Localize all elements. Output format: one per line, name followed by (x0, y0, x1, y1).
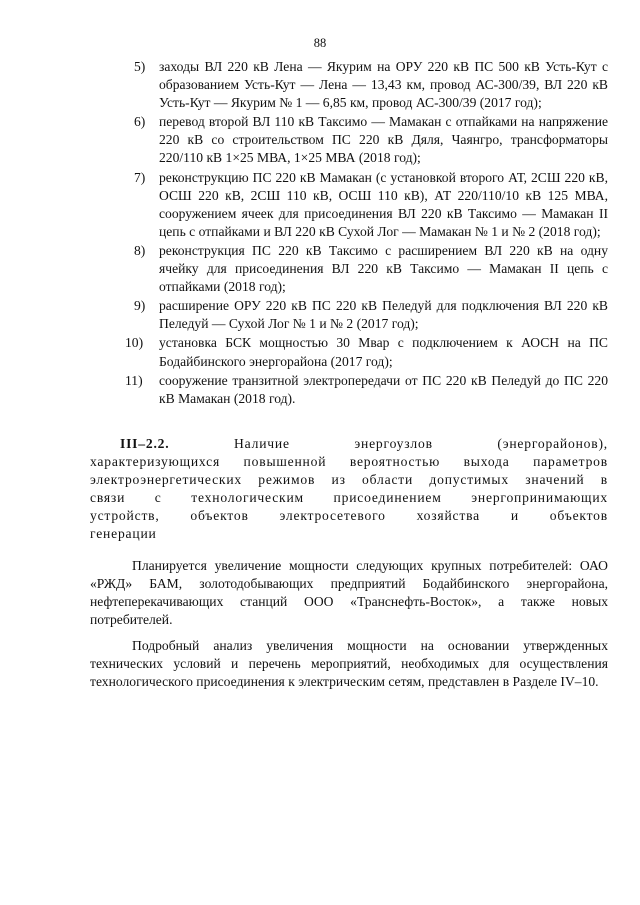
list-item-number: 5) (134, 59, 146, 74)
list-item (134, 113, 608, 167)
list-item-number: 11) (125, 372, 143, 388)
section-heading-line (90, 435, 608, 453)
section-heading-line: устройств, объектов электросетевого хозяйства и объектов (90, 508, 608, 523)
list-item (125, 372, 608, 408)
section-number: III–2.2. (120, 436, 170, 451)
section-heading-text: Наличие энергоузлов (энергорайонов), (234, 436, 608, 451)
list-item-number: 10) (125, 335, 144, 351)
list-item-number: 6) (134, 114, 146, 130)
section-heading-line: характеризующихся повышенной вероятностью выхода параметров (90, 454, 608, 469)
list-item (134, 169, 608, 241)
section-heading-line: генерации (90, 526, 157, 541)
list-item-number: 9) (134, 298, 146, 314)
list-item-text: расширение ОРУ 220 кВ ПС 220 кВ Пеледуй для подключения ВЛ 220 кВ Пеледуй — Сухой Лог № 1 и № 2 (2017 год); (159, 298, 608, 332)
list-item-number: 7) (134, 169, 146, 185)
list-item (134, 297, 608, 333)
page-number: 88 (313, 36, 327, 50)
list-item (134, 242, 608, 296)
list-item-text: реконструкция ПС 220 кВ Таксимо с расширением ВЛ 220 кВ на одну ячейку для присоединения ВЛ 220 кВ Таксимо — Мамакан II цепь с отпайками (2018 год); (159, 242, 608, 295)
list-item-number: 8) (134, 242, 146, 258)
list-item (125, 334, 608, 370)
section-heading-line: электроэнергетических режимов из области допустимых значений в (90, 472, 608, 487)
section-iii-2-2 (90, 435, 608, 691)
measures-list (125, 58, 608, 409)
section-heading-line: связи с технологическим присоединением энергопринимающих (90, 490, 608, 505)
list-item-text: перевод второй ВЛ 110 кВ Таксимо — Мамакан с отпайками на напряжение 220 кВ со строительством ПС 220 кВ Дяля, Чаянгро, трансформаторы 220/110 кВ 1×25 МВА, 1×25 МВА (2018 год); (159, 114, 608, 166)
list-item-text: установка БСК мощностью 30 Мвар с подключением к АОСН на ПС Бодайбинского энергорайона (2017 год); (159, 335, 608, 369)
body-paragraph: Планируется увеличение мощности следующих крупных потребителей: ОАО «РЖД» БАМ, золотодобывающих предприятий Бодайбинского энергорайона, нефтеперекачивающих станций ООО «Транснефть-Восток», а также новых потребителей. (90, 558, 608, 627)
body-paragraph: Подробный анализ увеличения мощности на основании утвержденных технических условий и перечень мероприятий, необходимых для осуществления технологического присоединения к электрическим сетям, представлен в Разделе IV–10. (90, 638, 608, 689)
list-item-text: сооружение транзитной электропередачи от ПС 220 кВ Пеледуй до ПС 220 кВ Мамакан (2018 год). (159, 372, 608, 406)
list-item-text: реконструкцию ПС 220 кВ Мамакан (с установкой второго АТ, 2СШ 220 кВ, ОСШ 220 кВ, 2СШ 110 кВ, ОСШ 110 кВ), АТ 220/110/10 кВ 125 МВА, сооружением ячеек для присоединения ВЛ 220 кВ Таксимо — Мамакан II цепь с отпайками и ВЛ 220 кВ Сухой Лог — Мамакан № 1 и № 2 (2018 год); (159, 169, 608, 239)
list-item (134, 58, 608, 112)
list-item-text: заходы ВЛ 220 кВ Лена — Якурим на ОРУ 220 кВ ПС 500 кВ Усть-Кут с образованием Усть-Кут — Лена — 13,43 км, провод АС-300/39, ВЛ 220 кВ Усть-Кут — Якурим № 1 — 6,85 км, провод АС-300/39 (2017 год); (159, 59, 608, 111)
